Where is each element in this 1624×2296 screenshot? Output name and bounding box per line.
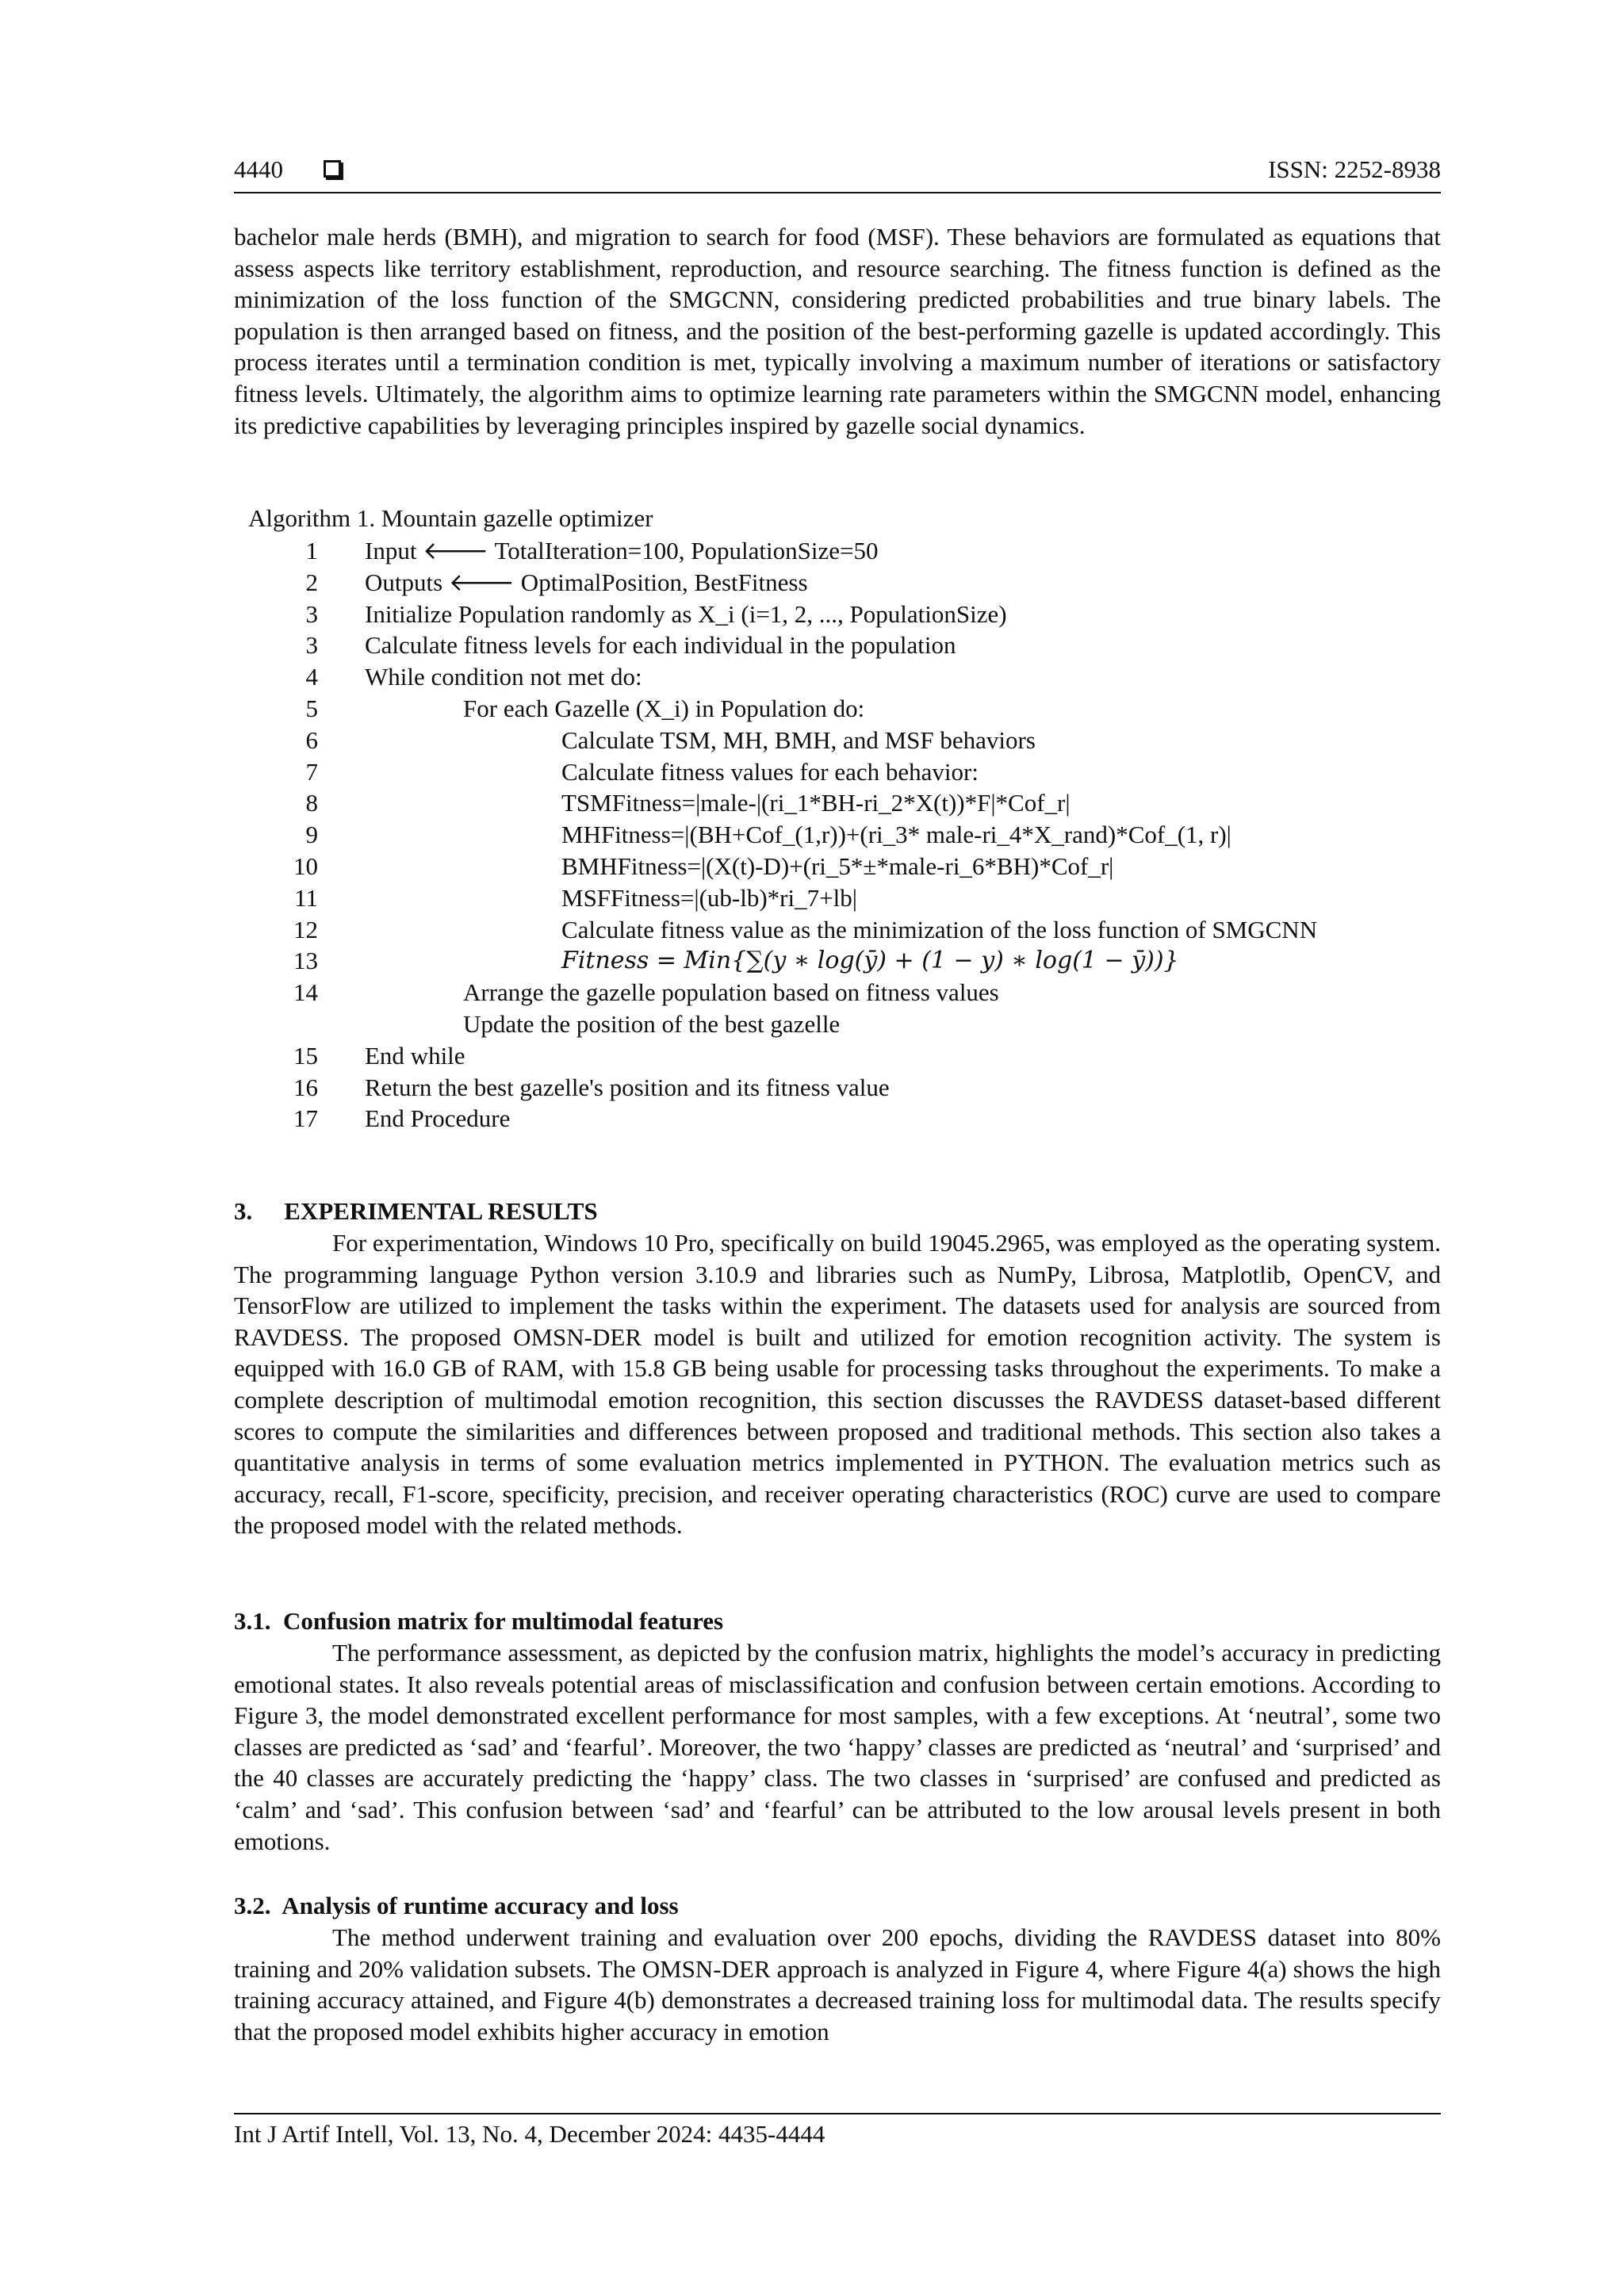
algorithm-line	[248, 1103, 1441, 1135]
line-number: 8	[305, 789, 318, 817]
line-number: 15	[293, 1041, 318, 1070]
line-text: Calculate fitness value as the minimization of the loss function of SMGCNN	[561, 915, 1318, 943]
line-text: Input 🡐 TotalIteration=100, PopulationSize=50	[365, 537, 879, 564]
line-number: 1	[305, 537, 318, 564]
algorithm-line	[248, 945, 1441, 977]
line-number: 10	[293, 851, 318, 880]
algorithm-line	[248, 851, 1441, 882]
line-text: MSFFitness=|(ub-lb)*ri_7+lb|	[561, 883, 857, 912]
algorithm-line	[248, 693, 1441, 725]
line-text: While condition not met do:	[365, 663, 642, 691]
section-number: 3.	[234, 1197, 253, 1225]
line-text: Calculate TSM, MH, BMH, and MSF behaviors	[561, 725, 1036, 754]
section-3-1-paragraph: The performance assessment, as depicted by the confusion matrix, highlights the model’s accuracy in predicting emotional states. It also reveals potential areas of misclassification and confusion between certain emotions. According to Figure 3, the model demonstrated excellent performance for most samples, with a few exceptions. At ‘neutral’, some two classes are predicted as ‘sad’ and ‘fearful’. Moreover, the two ‘happy’ classes are predicted as ‘neutral’ and ‘surprised’ and the 40 classes are accurately predicting the ‘happy’ class. The two classes in ‘surprised’ are confused and predicted as ‘calm’ and ‘sad’. This confusion between ‘sad’ and ‘fearful’ can be attributed to the low arousal levels present in both emotions.	[234, 1639, 1441, 1855]
line-number: 3	[305, 631, 318, 660]
box-bullet-icon	[324, 160, 341, 178]
algorithm-line	[248, 1008, 1441, 1040]
line-number: 16	[293, 1073, 318, 1101]
line-text: Update the position of the best gazelle	[463, 1009, 841, 1038]
line-number: 7	[305, 757, 318, 786]
algorithm-title: Algorithm 1. Mountain gazelle optimizer	[248, 504, 653, 532]
line-text: Outputs 🡐 OptimalPosition, BestFitness	[365, 568, 808, 596]
line-text: For each Gazelle (X_i) in Population do:	[463, 694, 865, 722]
section-3-paragraph: For experimentation, Windows 10 Pro, specifically on build 19045.2965, was employed as the operating system. The programming language Python version 3.10.9 and libraries such as NumPy, Librosa, Matplotlib, OpenCV, and TensorFlow are utilized to implement the tasks within the experiment. The datasets used for analysis are sourced from RAVDESS. The proposed OMSN-DER model is built and utilized for emotion recognition activity. The system is equipped with 16.0 GB of RAM, with 15.8 GB being usable for processing tasks throughout the experiments. To make a complete description of multimodal emotion recognition, this section discusses the RAVDESS dataset-based different scores to compute the similarities and differences between proposed and traditional methods. This section also takes a quantitative analysis in terms of some evaluation metrics implemented in PYTHON. The evaluation metrics such as accuracy, recall, F1-score, specificity, precision, and receiver operating characteristics (ROC) curve are used to compare the proposed model with the related methods.	[234, 1229, 1441, 1540]
line-text: Calculate fitness levels for each individual in the population	[365, 631, 956, 660]
section-3-1-heading: 3.1. Confusion matrix for multimodal features	[234, 1607, 724, 1635]
line-number: 3	[305, 599, 318, 628]
algorithm-line	[248, 1040, 1441, 1072]
algorithm-line	[248, 914, 1441, 946]
line-text: BMHFitness=|(X(t)-D)+(ri_5*±*male-ri_6*BH)*Cof_r|	[561, 851, 1114, 880]
footer-citation: Int J Artif Intell, Vol. 13, No. 4, December 2024: 4435-4444	[234, 2120, 825, 2148]
line-text: MHFitness=|(BH+Cof_(1,r))+(ri_3* male-ri_4*X_rand)*Cof_(1, r)|	[561, 821, 1231, 849]
section-title: EXPERIMENTAL RESULTS	[284, 1197, 598, 1225]
line-number: 13	[293, 947, 318, 975]
algorithm-line	[248, 661, 1441, 693]
page-number: 4440	[234, 155, 283, 183]
algorithm-line	[248, 567, 1441, 599]
section-3-2-heading: 3.2. Analysis of runtime accuracy and loss	[234, 1892, 679, 1919]
line-number: 12	[293, 915, 318, 943]
algorithm-line	[248, 977, 1441, 1008]
line-text: End Procedure	[365, 1104, 511, 1133]
header-divider	[234, 192, 1441, 193]
line-number: 4	[305, 663, 318, 691]
page-header	[234, 155, 1441, 190]
line-text: Calculate fitness values for each behavior:	[561, 757, 979, 786]
line-text: TSMFitness=|male-|(ri_1*BH-ri_2*X(t))*F|*Cof_r|	[561, 789, 1071, 817]
intro-paragraph: bachelor male herds (BMH), and migration to search for food (MSF). These behaviors are formulated as equations that assess aspects like territory establishment, reproduction, and resource searching. The fitness function is defined as the minimization of the loss function of the SMGCNN, considering predicted probabilities and true binary labels. The population is then arranged based on fitness, and the position of the best-performing gazelle is updated accordingly. This process iterates until a termination condition is met, typically involving a maximum number of iterations or satisfactory fitness levels. Ultimately, the algorithm aims to optimize learning rate parameters within the SMGCNN model, enhancing its predictive capabilities by leveraging principles inspired by gazelle social dynamics.	[234, 223, 1441, 439]
issn-label: ISSN: 2252-8938	[1268, 155, 1441, 183]
algorithm-listing	[248, 535, 1441, 1135]
algorithm-line	[248, 725, 1441, 756]
line-number: 2	[305, 568, 318, 596]
algorithm-line	[248, 535, 1441, 567]
algorithm-line	[248, 629, 1441, 661]
algorithm-line	[248, 1072, 1441, 1104]
line-number: 9	[305, 821, 318, 849]
line-number: 17	[293, 1104, 318, 1133]
line-number: 14	[293, 978, 318, 1007]
line-text: Return the best gazelle's position and its fitness value	[365, 1073, 890, 1101]
section-3-heading	[234, 1196, 598, 1227]
algorithm-line	[248, 599, 1441, 630]
line-text: Arrange the gazelle population based on fitness values	[463, 978, 999, 1007]
footer-divider	[234, 2113, 1441, 2114]
section-3-2-paragraph: The method underwent training and evaluation over 200 epochs, dividing the RAVDESS dataset into 80% training and 20% validation subsets. The OMSN-DER approach is analyzed in Figure 4, where Figure 4(a) shows the high training accuracy attained, and Figure 4(b) demonstrates a decreased training loss for multimodal data. The results specify that the proposed model exhibits higher accuracy in emotion	[234, 1923, 1441, 2045]
line-text: Initialize Population randomly as X_i (i=1, 2, ..., PopulationSize)	[365, 599, 1007, 628]
line-number: 11	[294, 883, 318, 912]
line-number: 6	[305, 725, 318, 754]
algorithm-line	[248, 756, 1441, 788]
algorithm-line	[248, 819, 1441, 851]
line-number: 5	[305, 694, 318, 722]
fitness-equation: Fitness = Min{∑(y ∗ log(ȳ) + (1 − y) ∗ log(1 − ȳ))}	[561, 947, 1179, 975]
algorithm-line	[248, 787, 1441, 819]
algorithm-line	[248, 882, 1441, 914]
line-text: End while	[365, 1041, 465, 1070]
